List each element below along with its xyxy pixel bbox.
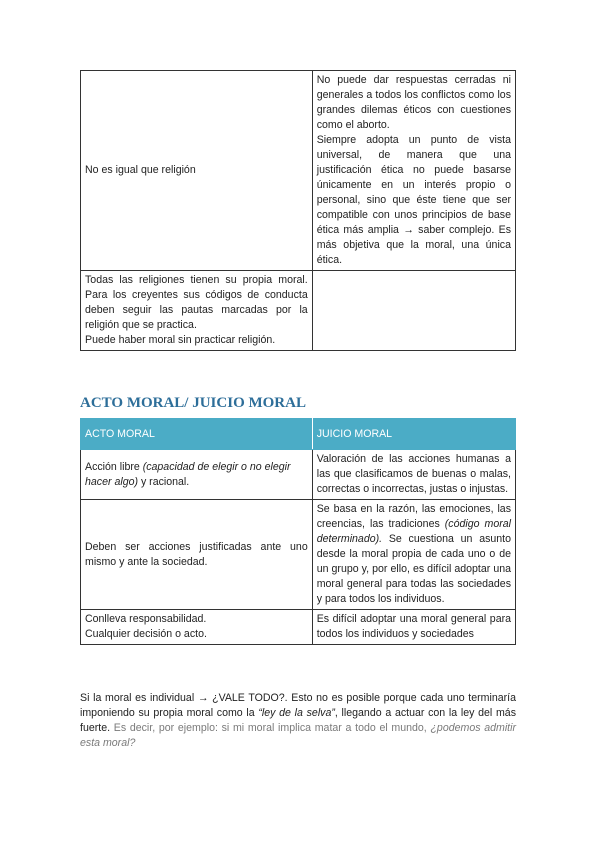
cell-text: Siempre adopta un punto de vista universal, de manera que una justificación ética no puede basarse únicamente en un interés propio o personal, sino que éste tiene que ser compatible con unos principios de base ética más amplia → saber complejo. Es más objetiva que la moral, una única ética. [316,134,511,266]
table-cell [81,71,313,271]
section-title: ACTO MORAL/ JUICIO MORAL [80,395,306,411]
cell-text: y racional. [138,475,190,488]
table-cell-empty [312,271,515,351]
table-row [81,450,516,500]
table-cell [81,450,313,500]
footer-text: , llegando a actuar con la ley del más fuerte. [80,707,516,734]
cell-text: Se cuestiona un asunto desde la moral propia de cada uno o de un grupo y, por ello, es difícil adoptar una moral general para todas las sociedades y para todos los individuos. [316,533,511,605]
footer-paragraph [80,691,516,751]
ethics-religion-table [80,70,516,351]
cell-text: Deben ser acciones justificadas ante uno mismo y ante la sociedad. [85,540,308,568]
cell-text: No es igual que religión [85,164,196,176]
table-cell [81,271,313,351]
footer-text-gray: Es decir, por ejemplo: si mi moral implica matar a todo el mundo, [113,722,431,734]
table-cell [312,610,515,645]
table-row [81,71,516,271]
footer-text: Si la moral es individual → ¿VALE TODO?. Esto no es posible porque cada uno terminaría imponiendo su propia moral como la [80,692,516,719]
table-row [81,271,516,351]
footer-text-gray-italic: ¿podemos admitir esta moral? [80,722,516,749]
table-cell [312,500,515,610]
table-header-row [81,419,516,450]
cell-text: Cualquier decisión o acto. [85,628,207,640]
cell-text-italic: (código moral determinado). [316,518,511,545]
cell-text: Acción libre [85,460,143,473]
cell-text-italic: (capacidad de elegir o no elegir hacer algo) [85,460,291,488]
cell-text: Es difícil adoptar una moral general para todos los individuos y sociedades [316,613,511,640]
acto-juicio-table [80,418,516,645]
table-cell [81,500,313,610]
table-row [81,500,516,610]
cell-text: Valoración de las acciones humanas a las que clasificamos de buenas o malas, correctas o incorrectas, justas o injustas. [316,453,511,495]
cell-text: Se basa en la razón, las emociones, las creencias, las tradiciones [316,503,511,530]
column-header: ACTO MORAL [81,419,313,450]
table-cell [312,450,515,500]
table-row [81,610,516,645]
column-header: JUICIO MORAL [312,419,515,450]
cell-text: Conlleva responsabilidad. [85,613,207,625]
cell-text: Puede haber moral sin practicar religión. [85,334,276,346]
cell-text: Todas las religiones tienen su propia moral. Para los creyentes sus códigos de conducta deben seguir las pautas marcadas por la religión que se practica. [85,274,308,331]
table-cell [312,71,515,271]
footer-text-italic: “ley de la selva” [258,707,335,719]
table-cell [81,610,313,645]
cell-text: No puede dar respuestas cerradas ni generales a todos los conflictos como los grandes dilemas éticos con cuestiones como el aborto. [316,74,511,131]
